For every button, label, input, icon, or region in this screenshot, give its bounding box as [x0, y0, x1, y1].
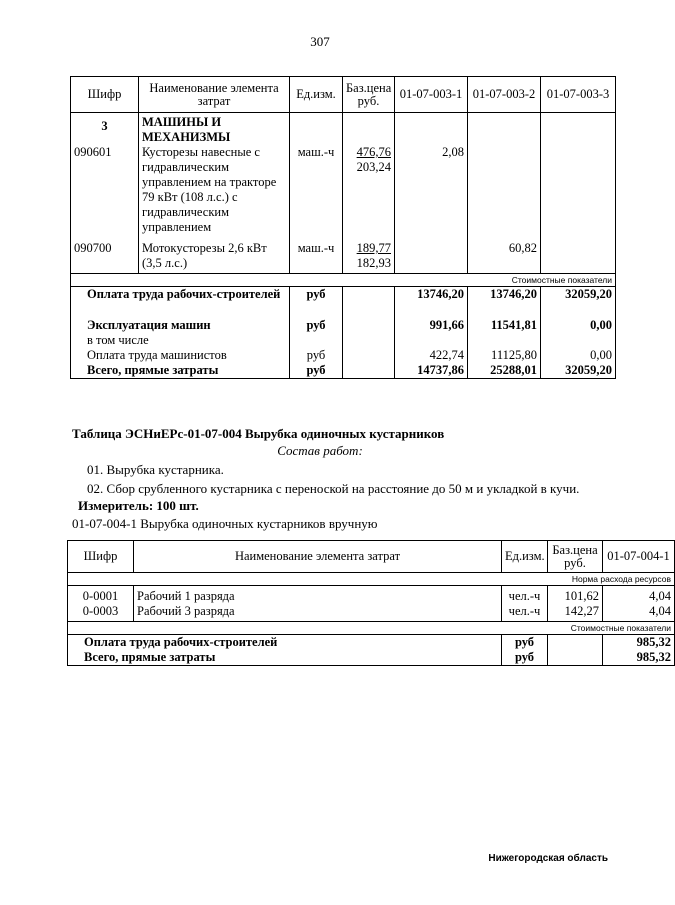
total-name: Оплата труда рабочих-строителей: [71, 286, 290, 318]
total-name: Оплата труда рабочих-строителей: [68, 635, 502, 651]
total-unit: руб: [290, 286, 343, 318]
total-row: [71, 363, 616, 379]
item-price-top: 189,77: [356, 241, 391, 255]
item-v1: 4,04: [603, 604, 675, 622]
total-v1: 985,32: [603, 635, 675, 651]
total-unit: руб: [502, 650, 548, 666]
item-unit: маш.-ч: [290, 241, 343, 273]
table-row: [71, 145, 616, 241]
item-price-bottom: 182,93: [356, 256, 391, 270]
item-name: Рабочий 3 разряда: [134, 604, 502, 622]
total-v2: 11125,80: [468, 348, 541, 363]
resource-table-1: [70, 76, 616, 379]
col-header-v3: 01-07-003-3: [541, 77, 616, 113]
item-v3: [541, 145, 616, 241]
col-header-price: Баз.цена руб.: [548, 541, 603, 573]
col-header-price: Баз.цена руб.: [343, 77, 395, 113]
total-row: [68, 635, 675, 651]
resource-table-2: [67, 540, 675, 666]
col-header-v1: 01-07-004-1: [603, 541, 675, 573]
page-number: 307: [310, 34, 330, 49]
item-code: 0-0001: [68, 586, 134, 604]
col-header-name: Наименование элемента затрат: [139, 77, 290, 113]
table-row: [68, 604, 675, 622]
total-row: [71, 286, 616, 318]
subsection-title: 01-07-004-1 Вырубка одиночных кустарников вручную: [72, 516, 378, 531]
col-header-code: Шифр: [68, 541, 134, 573]
total-name: Всего, прямые затраты: [71, 363, 290, 379]
resource-norm-label: Норма расхода ресурсов: [68, 573, 675, 586]
total-unit: руб: [290, 348, 343, 363]
item-code: 0-0003: [68, 604, 134, 622]
col-header-v1: 01-07-003-1: [395, 77, 468, 113]
total-v1: 14737,86: [395, 363, 468, 379]
total-v2: 11541,81: [468, 318, 541, 333]
work-item: 01. Вырубка кустарника.: [87, 462, 224, 477]
item-unit: чел.-ч: [502, 586, 548, 604]
item-code: 090700: [71, 241, 139, 273]
item-v1: 2,08: [395, 145, 468, 241]
item-v2: 60,82: [468, 241, 541, 273]
table-row: [71, 241, 616, 273]
item-unit: маш.-ч: [290, 145, 343, 241]
total-name: в том числе: [71, 333, 290, 348]
total-v2: 25288,01: [468, 363, 541, 379]
col-header-name: Наименование элемента затрат: [134, 541, 502, 573]
total-row: [68, 650, 675, 666]
section-row: [71, 113, 616, 146]
item-price: 142,27: [548, 604, 603, 622]
total-unit: руб: [290, 363, 343, 379]
table-row: [68, 586, 675, 604]
total-v3: 0,00: [541, 318, 616, 333]
item-v1: 4,04: [603, 586, 675, 604]
total-v1: 991,66: [395, 318, 468, 333]
item-v3: [541, 241, 616, 273]
total-name: Оплата труда машинистов: [71, 348, 290, 363]
total-v3: 0,00: [541, 348, 616, 363]
cost-indicators-label: Стоимостные показатели: [71, 273, 616, 286]
measure-unit: Измеритель: 100 шт.: [78, 498, 199, 513]
col-header-unit: Ед.изм.: [502, 541, 548, 573]
total-name: Эксплуатация машин: [71, 318, 290, 333]
total-v2: 13746,20: [468, 286, 541, 318]
item-v2: [468, 145, 541, 241]
col-header-code: Шифр: [71, 77, 139, 113]
total-name: Всего, прямые затраты: [68, 650, 502, 666]
item-name: Мотокусторезы 2,6 кВт (3,5 л.с.): [139, 241, 290, 273]
item-name: Кусторезы навесные с гидравлическим управлением на тракторе 79 кВт (108 л.с.) с гидравлическим управлением: [139, 145, 290, 241]
item-price-bottom: 203,24: [356, 160, 391, 174]
item-price: 101,62: [548, 586, 603, 604]
table-title: Таблица ЭСНиЕРс-01-07-004 Вырубка одиночных кустарников: [72, 426, 445, 441]
total-v3: 32059,20: [541, 363, 616, 379]
total-unit: руб: [290, 318, 343, 333]
total-v1: 985,32: [603, 650, 675, 666]
item-name: Рабочий 1 разряда: [134, 586, 502, 604]
col-header-v2: 01-07-003-2: [468, 77, 541, 113]
work-item: 02. Сбор срубленного кустарника с переноской на расстояние до 50 м и укладкой в кучи.: [87, 481, 580, 496]
total-row: [71, 333, 616, 348]
item-v1: [395, 241, 468, 273]
total-row: [71, 318, 616, 333]
item-unit: чел.-ч: [502, 604, 548, 622]
col-header-unit: Ед.изм.: [290, 77, 343, 113]
total-unit: руб: [502, 635, 548, 651]
item-code: 090601: [71, 145, 139, 241]
total-v1: 13746,20: [395, 286, 468, 318]
footer-region: Нижегородская область: [488, 853, 608, 864]
total-v3: 32059,20: [541, 286, 616, 318]
section-name: МАШИНЫ И МЕХАНИЗМЫ: [139, 113, 290, 146]
total-v1: 422,74: [395, 348, 468, 363]
total-row: [71, 348, 616, 363]
work-composition-title: Состав работ:: [277, 443, 363, 458]
item-price-top: 476,76: [356, 145, 391, 159]
section-code: 3: [71, 113, 139, 146]
cost-indicators-label: Стоимостные показатели: [68, 622, 675, 635]
